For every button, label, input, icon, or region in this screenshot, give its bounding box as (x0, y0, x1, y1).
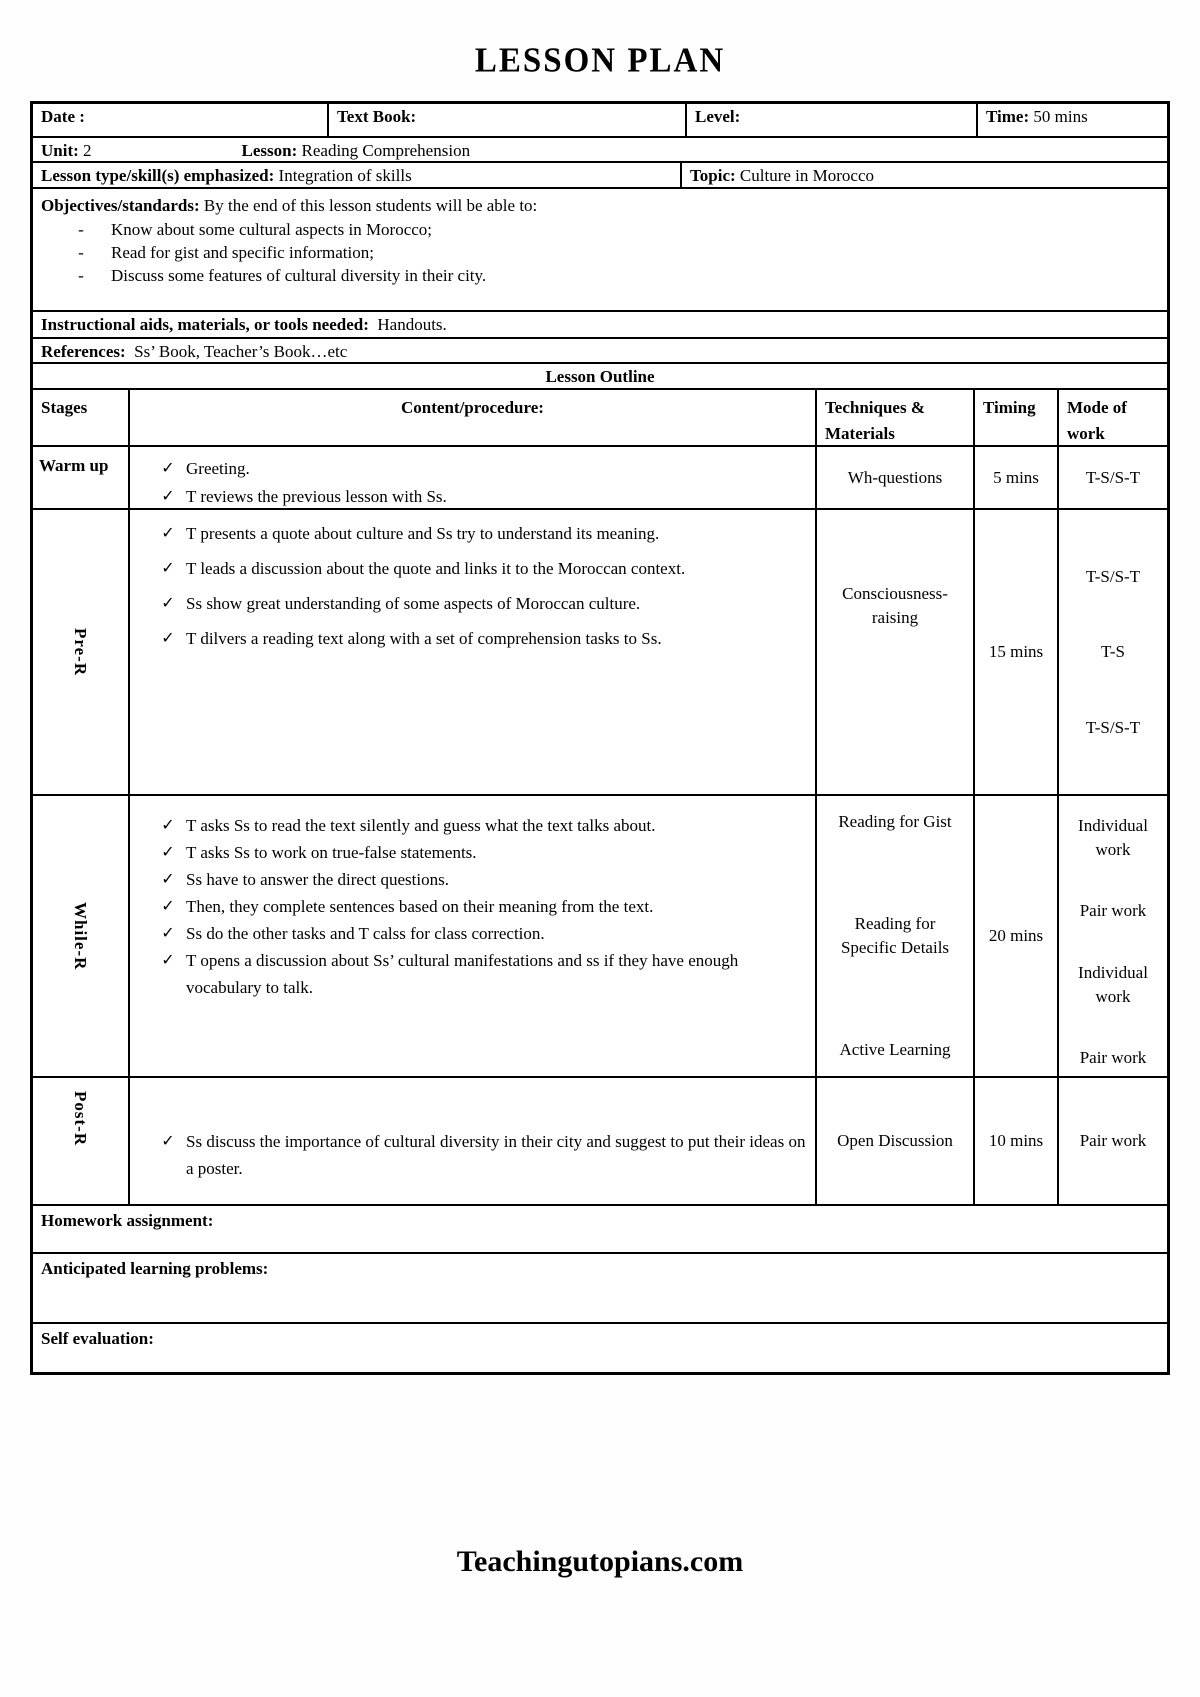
check-icon: ✓ (161, 525, 175, 542)
techniques-cell (815, 796, 973, 1076)
techniques-cell (815, 510, 973, 794)
references-value: Ss’ Book, Teacher’s Book…etc (134, 342, 348, 361)
check-icon: ✓ (161, 817, 175, 834)
time-value: 50 mins (1033, 107, 1088, 126)
content-item-text: T asks Ss to work on true-false statements. (186, 843, 477, 862)
table-row-outline-title (33, 362, 1167, 388)
table-row-aids (33, 310, 1167, 337)
table-row-homework (33, 1204, 1167, 1252)
table-row-anticipated-problems (33, 1252, 1167, 1322)
column-header-content: Content/procedure: (128, 390, 815, 445)
check-icon: ✓ (161, 898, 175, 915)
content-item-text: Ss have to answer the direct questions. (186, 870, 449, 889)
references-cell (33, 339, 1167, 362)
check-icon: ✓ (161, 1133, 175, 1150)
stage-cell-post-r (33, 1078, 128, 1204)
technique-label: Active Learning (839, 1040, 951, 1059)
check-icon: ✓ (161, 630, 175, 647)
homework-label: Homework assignment: (41, 1211, 214, 1230)
lesson-plan-table (30, 101, 1170, 1375)
timing-value: 5 mins (993, 467, 1039, 487)
unit-lesson-cell (33, 138, 1167, 161)
timing-value: 10 mins (988, 1131, 1044, 1150)
table-row-type-topic (33, 161, 1167, 187)
stage-label: Pre-R (71, 627, 90, 677)
content-item (150, 920, 811, 947)
table-row-column-headers (33, 388, 1167, 445)
technique-label: Wh-questions (847, 467, 943, 487)
date-label: Date : (41, 107, 85, 126)
aids-label: Instructional aids, materials, or tools needed: (41, 315, 369, 334)
topic-value: Culture in Morocco (739, 166, 875, 185)
timing-cell (973, 1078, 1057, 1204)
content-item-text: Ss show great understanding of some aspects of Moroccan culture. (186, 594, 641, 613)
mode-value: Pair work (1079, 1131, 1147, 1150)
content-item (150, 866, 811, 893)
time-label: Time: (986, 107, 1030, 126)
check-icon: ✓ (161, 844, 175, 861)
outline-section-title: Lesson Outline (545, 367, 655, 386)
timing-cell (973, 447, 1057, 508)
mode-value: Individual work (1078, 816, 1148, 859)
stage-label: Warm up (39, 456, 109, 475)
self-evaluation-label: Self evaluation: (41, 1329, 154, 1348)
textbook-cell (327, 104, 685, 136)
check-icon: ✓ (161, 460, 175, 477)
content-item (150, 516, 811, 551)
mode-cell (1057, 1078, 1167, 1204)
textbook-label: Text Book: (337, 107, 417, 126)
references-label: References: (41, 342, 126, 361)
mode-value: Pair work (1079, 1047, 1147, 1067)
unit-label: Unit: (41, 141, 79, 160)
level-cell (685, 104, 976, 136)
check-icon: ✓ (161, 488, 175, 505)
table-row-objectives (33, 187, 1167, 310)
techniques-cell (815, 1078, 973, 1204)
objective-item (41, 264, 1159, 287)
content-item-text: T presents a quote about culture and Ss try to understand its meaning. (186, 524, 660, 543)
page-title: LESSON PLAN (474, 42, 726, 80)
aids-cell (33, 312, 1167, 337)
content-item (150, 839, 811, 866)
dash-icon: - (78, 220, 84, 239)
table-row-self-evaluation (33, 1322, 1167, 1372)
mode-value: Pair work (1079, 901, 1147, 921)
aids-value: Handouts. (377, 315, 447, 334)
content-item (150, 586, 811, 621)
lesson-label: Lesson: (241, 141, 298, 160)
timing-cell (973, 796, 1057, 1076)
anticipated-problems-label: Anticipated learning problems: (41, 1259, 269, 1278)
content-cell (128, 796, 815, 1076)
table-row-info (33, 104, 1167, 136)
mode-value: T-S (1101, 642, 1125, 661)
content-item (150, 893, 811, 920)
objective-text: Know about some cultural aspects in Morocco; (111, 220, 433, 239)
column-header-timing: Timing (973, 390, 1057, 445)
date-cell (33, 104, 327, 136)
objectives-cell (33, 189, 1167, 310)
column-header-stages: Stages (41, 398, 88, 417)
objectives-label: Objectives/standards: (41, 196, 200, 215)
content-item-text: T leads a discussion about the quote and links it to the Moroccan context. (186, 559, 686, 578)
table-row-pre-reading (33, 508, 1167, 794)
mode-value: T-S/S-T (1085, 467, 1141, 487)
lesson-value: Reading Comprehension (301, 141, 471, 160)
mode-value: Individual work (1078, 962, 1148, 1006)
timing-cell (973, 510, 1057, 794)
column-header-techniques: Techniques & Materials (815, 390, 973, 445)
content-item (150, 455, 811, 483)
objective-text: Discuss some features of cultural diversity in their city. (111, 266, 487, 285)
content-item-text: T asks Ss to read the text silently and guess what the text talks about. (186, 816, 656, 835)
technique-label: Reading for Gist (838, 812, 952, 831)
content-item (150, 1128, 811, 1182)
check-icon: ✓ (161, 952, 175, 969)
mode-cell (1057, 447, 1167, 508)
lesson-type-cell (33, 163, 680, 187)
content-cell (128, 510, 815, 794)
content-item (150, 551, 811, 586)
stage-cell-warm-up (33, 447, 128, 508)
table-row-unit (33, 136, 1167, 161)
content-item-text: Ss discuss the importance of cultural diversity in their city and suggest to put their ideas on a poster. (186, 1132, 806, 1178)
dash-icon: - (78, 266, 84, 285)
mode-value: T-S/S-T (1085, 717, 1141, 737)
timing-value: 15 mins (988, 642, 1044, 661)
technique-label: Consciousness-raising (842, 584, 948, 627)
check-icon: ✓ (161, 595, 175, 612)
content-item (150, 812, 811, 839)
objective-item (41, 241, 1159, 264)
check-icon: ✓ (161, 560, 175, 577)
time-cell (976, 104, 1167, 136)
level-label: Level: (695, 107, 741, 126)
content-item (150, 483, 811, 508)
mode-cell (1057, 510, 1167, 794)
table-row-references (33, 337, 1167, 362)
content-item-text: T dilvers a reading text along with a set of comprehension tasks to Ss. (186, 629, 662, 648)
content-item (150, 621, 811, 656)
check-icon: ✓ (161, 925, 175, 942)
mode-value: T-S/S-T (1085, 566, 1141, 586)
stage-label: While-R (71, 901, 90, 971)
techniques-cell (815, 447, 973, 508)
timing-value: 20 mins (988, 926, 1044, 945)
content-item-text: Greeting. (186, 459, 250, 478)
stage-label: Post-R (71, 1091, 90, 1147)
content-item-text: Then, they complete sentences based on their meaning from the text. (186, 897, 654, 916)
content-item-text: T opens a discussion about Ss’ cultural manifestations and ss if they have enough vocabulary to talk. (186, 951, 739, 997)
website-footer: Teachingutopians.com (456, 1545, 744, 1578)
stage-cell-while-r (33, 796, 128, 1076)
technique-label: Open Discussion (837, 1131, 953, 1150)
content-item-text: T reviews the previous lesson with Ss. (186, 487, 447, 506)
table-row-warm-up (33, 445, 1167, 508)
topic-label: Topic: (690, 166, 736, 185)
table-row-while-reading (33, 794, 1167, 1076)
content-item-text: Ss do the other tasks and T calss for class correction. (186, 924, 545, 943)
lesson-type-value: Integration of skills (278, 166, 412, 185)
objectives-intro (41, 194, 1159, 218)
technique-label: Reading for Specific Details (840, 914, 950, 957)
objectives-intro-text: By the end of this lesson students will be able to: (203, 196, 538, 215)
topic-cell (680, 163, 1167, 187)
objective-text: Read for gist and specific information; (111, 243, 374, 262)
dash-icon: - (78, 243, 84, 262)
content-item (150, 947, 811, 1001)
unit-value: 2 (83, 141, 92, 160)
column-header-mode: Mode of work (1057, 390, 1167, 445)
mode-cell (1057, 796, 1167, 1076)
content-cell (128, 447, 815, 508)
stage-cell-pre-r (33, 510, 128, 794)
objective-item (41, 218, 1159, 241)
check-icon: ✓ (161, 871, 175, 888)
content-cell (128, 1078, 815, 1204)
table-row-post-reading (33, 1076, 1167, 1204)
lesson-type-label: Lesson type/skill(s) emphasized: (41, 166, 275, 185)
